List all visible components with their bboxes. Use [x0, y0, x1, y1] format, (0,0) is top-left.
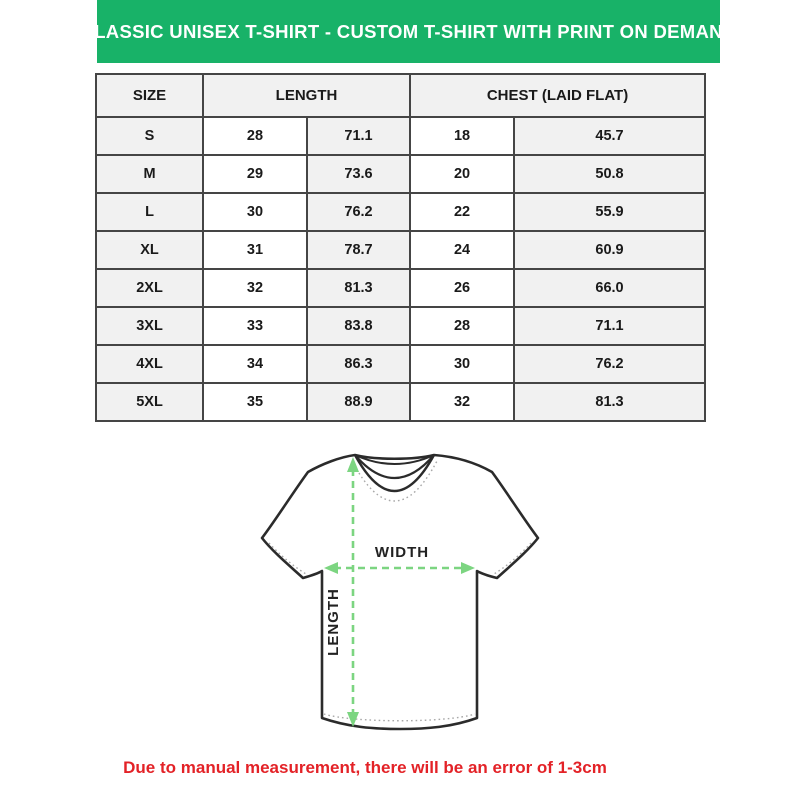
col-header-size: SIZE	[96, 74, 203, 117]
table-row	[96, 155, 705, 193]
table-row	[96, 117, 705, 155]
length-cm-cell: 73.6	[307, 155, 410, 193]
chest-cm-cell: 81.3	[514, 383, 705, 421]
chest-in-cell: 22	[410, 193, 514, 231]
length-cm-cell: 86.3	[307, 345, 410, 383]
chest-cm-cell: 50.8	[514, 155, 705, 193]
length-cm-cell: 78.7	[307, 231, 410, 269]
col-header-chest: CHEST (LAID FLAT)	[410, 74, 705, 117]
length-in-cell: 29	[203, 155, 307, 193]
table-row	[96, 383, 705, 421]
length-in-cell: 31	[203, 231, 307, 269]
title-banner	[80, 0, 737, 63]
size-cell: L	[96, 193, 203, 231]
size-cell: XL	[96, 231, 203, 269]
table-row	[96, 269, 705, 307]
length-in-cell: 32	[203, 269, 307, 307]
length-cm-cell: 76.2	[307, 193, 410, 231]
length-in-cell: 35	[203, 383, 307, 421]
tshirt-body-outline	[262, 455, 538, 729]
width-label: WIDTH	[374, 544, 430, 561]
chest-in-cell: 24	[410, 231, 514, 269]
length-cm-cell: 88.9	[307, 383, 410, 421]
measurement-error-note: Due to manual measurement, there will be an error of 1-3cm	[123, 758, 607, 777]
table-row	[96, 307, 705, 345]
tshirt-measurement-diagram	[248, 443, 552, 755]
length-label: LENGTH	[325, 588, 342, 656]
table-row	[96, 345, 705, 383]
chest-cm-cell: 66.0	[514, 269, 705, 307]
chest-cm-cell: 45.7	[514, 117, 705, 155]
chest-cm-cell: 60.9	[514, 231, 705, 269]
chest-cm-cell: 55.9	[514, 193, 705, 231]
chest-cm-cell: 71.1	[514, 307, 705, 345]
chest-in-cell: 28	[410, 307, 514, 345]
size-cell: 3XL	[96, 307, 203, 345]
length-cm-cell: 81.3	[307, 269, 410, 307]
table-row	[96, 193, 705, 231]
chest-cm-cell: 76.2	[514, 345, 705, 383]
length-cm-cell: 71.1	[307, 117, 410, 155]
length-in-cell: 33	[203, 307, 307, 345]
page-title: CLASSIC UNISEX T-SHIRT - CUSTOM T-SHIRT WITH PRINT ON DEMAND	[80, 20, 737, 42]
length-cm-cell: 83.8	[307, 307, 410, 345]
length-in-cell: 28	[203, 117, 307, 155]
length-in-cell: 34	[203, 345, 307, 383]
size-cell: S	[96, 117, 203, 155]
size-cell: 4XL	[96, 345, 203, 383]
chest-in-cell: 32	[410, 383, 514, 421]
chest-in-cell: 26	[410, 269, 514, 307]
chest-in-cell: 18	[410, 117, 514, 155]
size-cell: 5XL	[96, 383, 203, 421]
length-in-cell: 30	[203, 193, 307, 231]
chest-in-cell: 30	[410, 345, 514, 383]
chest-in-cell: 20	[410, 155, 514, 193]
size-table	[95, 73, 706, 422]
size-cell: 2XL	[96, 269, 203, 307]
size-cell: M	[96, 155, 203, 193]
tshirt-outline-drawing	[248, 443, 552, 755]
col-header-length: LENGTH	[203, 74, 410, 117]
table-header-row	[96, 74, 705, 117]
table-row	[96, 231, 705, 269]
